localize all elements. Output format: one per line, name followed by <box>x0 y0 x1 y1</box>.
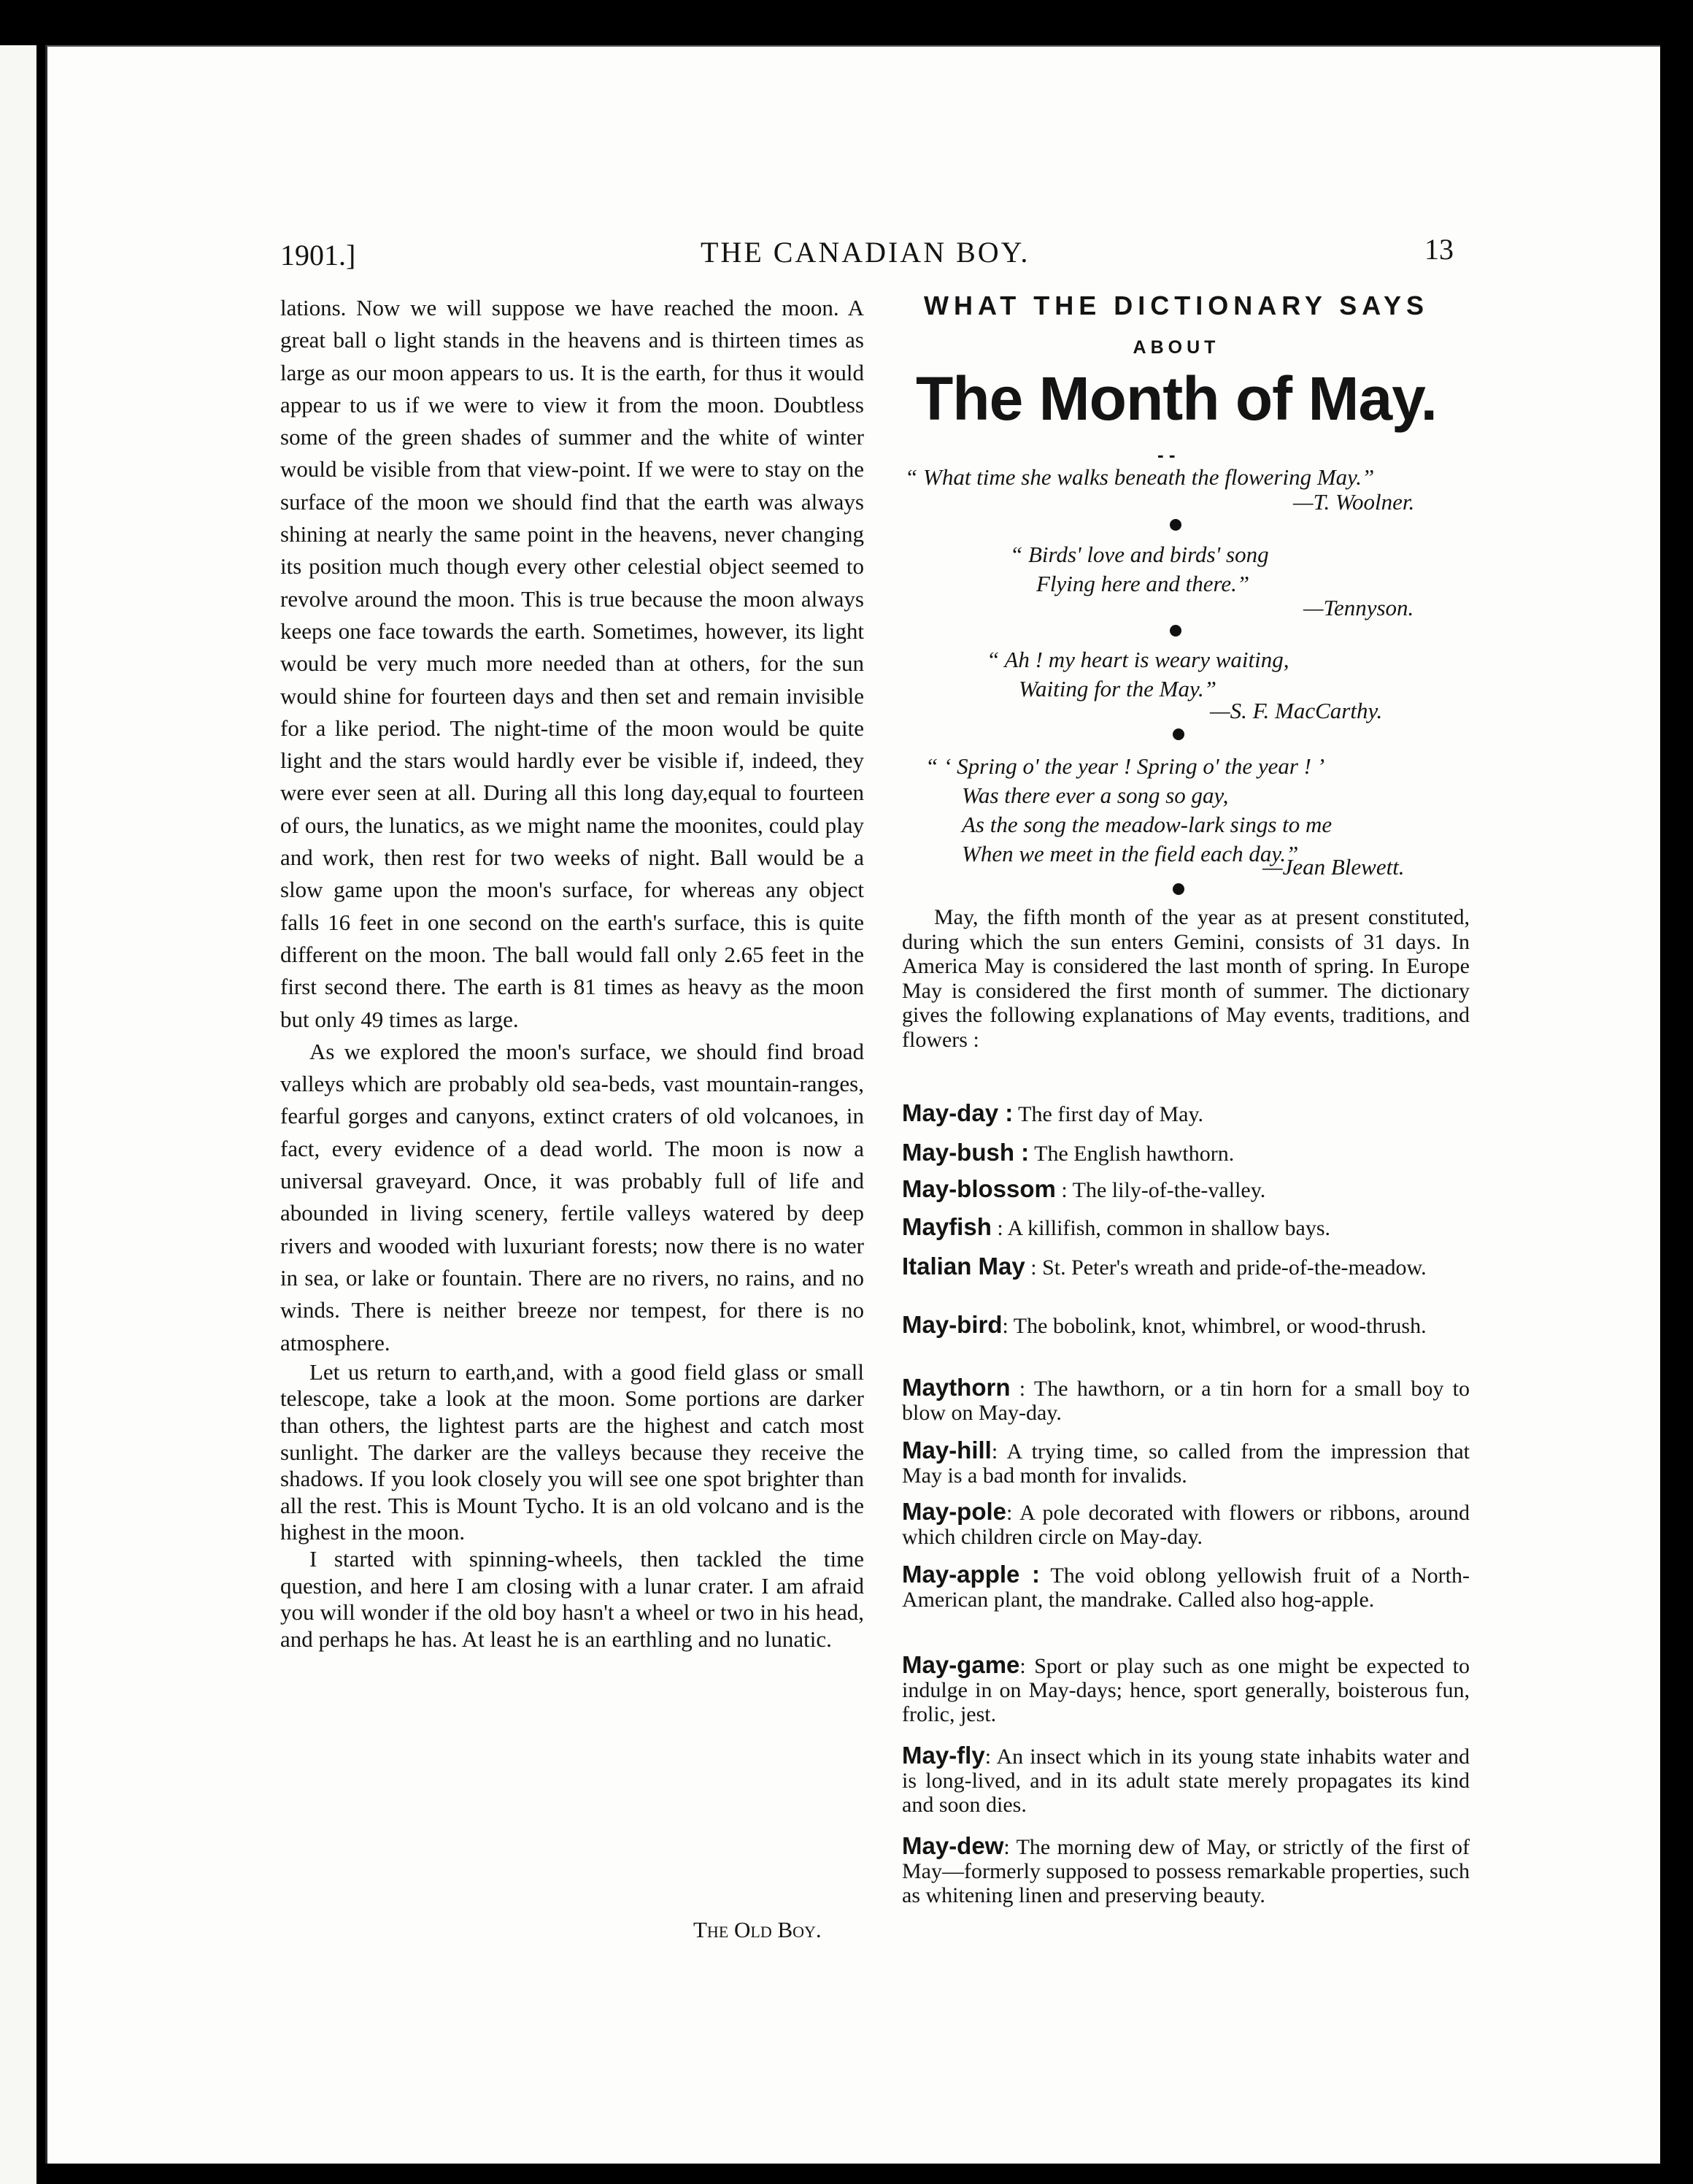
title-rule: - - <box>1157 444 1176 466</box>
signature: The Old Boy. <box>693 1917 822 1942</box>
bullet-divider <box>1170 519 1181 531</box>
definition-item: May-hill: A trying time, so called from the impression that May is a bad month for invalids. <box>902 1437 1470 1488</box>
definition-item: Maythorn : The hawthorn, or a tin horn for a small boy to blow on May-day. <box>902 1374 1470 1425</box>
left-column-article <box>280 292 864 1653</box>
definition-item: May-blossom : The lily-of-the-valley. <box>902 1175 1266 1202</box>
article-title: The Month of May. <box>915 364 1438 433</box>
definition-item: May-game: Sport or play such as one might be expected to indulge in on May-days; hence, sport generally, boisterous fun, frolic, jest. <box>902 1651 1470 1726</box>
quote-tennyson: “ Birds' love and birds' song Flying here and there.” <box>1010 542 1269 596</box>
quote-author: —Jean Blewett. <box>1262 854 1405 880</box>
definition-item: Mayfish : A killifish, common in shallow bays. <box>902 1213 1331 1240</box>
article-kicker-about: ABOUT <box>1133 337 1220 358</box>
definition-item: May-apple : The void oblong yellowish fruit of a North-American plant, the mandrake. Called also hog-apple. <box>902 1561 1470 1612</box>
previous-page-gutter <box>0 45 36 2184</box>
definition-item: May-pole: A pole decorated with flowers or ribbons, around which children circle on May-day. <box>902 1498 1470 1549</box>
paragraph: lations. Now we will suppose we have reached the moon. A great ball o light stands in the heavens and is thirteen times as large as our moon appears to us. It is the earth, for thus it would appear to us if we were to view it from the moon. Doubtless some of the green shades of summer and the white of winter would be visible from that view-point. If we were to stay on the surface of the moon we should find that the earth was always shining at nearly the same point in the heavens, never changing its position much though every other celestial object seemed to revolve around the moon. This is true because the moon always keeps one face towards the earth. Sometimes, however, its light would be very much more needed than at others, for the sun would shine for fourteen days and then set and remain invisible for a like period. The night-time of the moon would be quite light and the stars would hardly ever be visible if, indeed, they were ever seen at all. During all this long day,equal to fourteen of ours, the lunatics, as we might name the moonites, could play and work, then rest for two weeks of night. Ball would be a slow game upon the moon's surface, for whereas any object falls 16 feet in one second on the earth's surface, this is quite different on the moon. The ball would fall only 2.65 feet in the first second there. The earth is 81 times as heavy as the moon but only 49 times as large. <box>280 295 864 1032</box>
definition-item: Italian May : St. Peter's wreath and pride-of-the-meadow. <box>902 1253 1427 1280</box>
article-kicker: WHAT THE DICTIONARY SAYS <box>923 291 1430 320</box>
paragraph: As we explored the moon's surface, we should find broad valleys which are probably old sea-beds, vast mountain-ranges, fearful gorges and canyons, extinct craters of old volcanoes, in fact, every evidence of a dead world. The moon is now a universal graveyard. Once, it was probably full of life and abounded in living scenery, fertile valleys watered by deep rivers and wooded with luxuriant forests; now there is no water in sea, or lake or fountain. There are no rivers, no rains, and no winds. There is neither breeze nor tempest, for there is no atmosphere. <box>280 1038 864 1356</box>
definition-item: May-dew: The morning dew of May, or strictly of the first of May—formerly supposed to possess remarkable properties, such as whitening linen and preserving beauty. <box>902 1832 1470 1907</box>
bullet-divider <box>1170 625 1181 637</box>
definition-item: May-bird: The bobolink, knot, whimbrel, or wood-thrush. <box>902 1311 1427 1338</box>
bullet-divider <box>1173 883 1184 895</box>
definition-item: May-fly: An insect which in its young state inhabits water and is long-lived, and in its adult state merely propagates its kind and soon dies. <box>902 1742 1470 1817</box>
running-head-title: THE CANADIAN BOY. <box>701 236 1030 269</box>
bullet-divider <box>1173 728 1184 740</box>
quote-woolner: “ What time she walks beneath the flowering May.” <box>905 464 1375 490</box>
definition-item: May-day : The first day of May. <box>902 1099 1203 1126</box>
definition-item: May-bush : The English hawthorn. <box>902 1139 1235 1166</box>
paragraph: Let us return to earth,and, with a good field glass or small telescope, take a look at the moon. Some portions are darker than others, the lightest parts are the highest and catch most sunlight. The darker are the valleys because they receive the shadows. If you look closely you will see one spot brighter than all the rest. This is Mount Tycho. It is an old volcano and is the highest in the moon. <box>280 1358 864 1545</box>
running-head-year: 1901.] <box>280 239 356 272</box>
quote-blewett: “ ‘ Spring o' the year ! Spring o' the year ! ’ Was there ever a song so gay, As the song the meadow-lark sings to me When we meet in the field each day.” <box>925 753 1333 866</box>
page-number: 13 <box>1424 233 1454 266</box>
quote-author: —Tennyson. <box>1303 595 1414 620</box>
quote-maccarthy: “ Ah ! my heart is weary waiting, Waiting for the May.” <box>987 647 1289 701</box>
dictionary-intro: May, the fifth month of the year as at present constituted, during which the sun enters Gemini, consists of 31 days. In America May is considered the last month of spring. In Europe May is considered the first month of summer. The dictionary gives the following explanations of May events, traditions, and flowers : <box>902 905 1470 1052</box>
paragraph: I started with spinning-wheels, then tackled the time question, and here I am closing with a lunar crater. I am afraid you will wonder if the old boy hasn't a wheel or two in his head, and perhaps he has. At least he is an earthling and no lunatic. <box>280 1545 864 1652</box>
quote-author: —T. Woolner. <box>1293 489 1415 515</box>
quote-author: —S. F. MacCarthy. <box>1210 698 1383 723</box>
